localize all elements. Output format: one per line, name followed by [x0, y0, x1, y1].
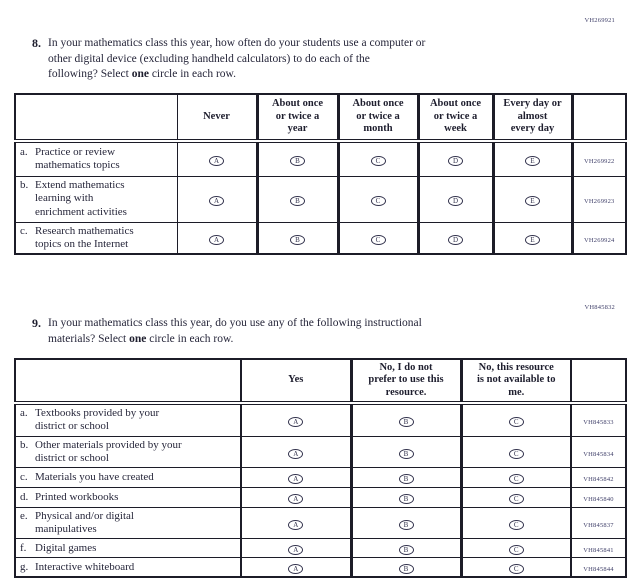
answer-bubble-a[interactable]: A	[288, 520, 303, 530]
q8-row-b	[15, 176, 626, 222]
row-label: Interactive whiteboard	[35, 560, 135, 573]
q8-header-blank	[15, 94, 177, 141]
row-code: VH845833	[583, 419, 614, 427]
answer-cell	[351, 507, 461, 538]
q8-header-row	[15, 94, 626, 141]
answer-bubble-c[interactable]: C	[509, 564, 524, 574]
answer-bubble-c[interactable]: C	[371, 156, 386, 166]
answer-cell	[351, 558, 461, 578]
answer-cell	[177, 176, 257, 222]
question-9-line-2-pre: materials? Select	[48, 332, 130, 345]
answer-cell	[493, 222, 572, 254]
answer-bubble-a[interactable]: A	[288, 474, 303, 484]
answer-cell	[461, 467, 571, 487]
row-code: VH269923	[584, 198, 615, 205]
answer-bubble-a[interactable]: A	[288, 417, 303, 427]
row-label: Textbooks provided by your district or school	[35, 407, 160, 433]
answer-bubble-d[interactable]: D	[448, 156, 463, 166]
answer-bubble-b[interactable]: B	[399, 474, 414, 484]
row-code: VH845842	[583, 476, 614, 484]
code-cell	[571, 507, 626, 538]
question-9-line-2	[48, 332, 422, 348]
answer-bubble-c[interactable]: C	[509, 449, 524, 459]
q9-row-f	[15, 539, 626, 558]
row-letter: e.	[20, 509, 28, 522]
answer-cell	[257, 176, 338, 222]
question-8-text	[48, 36, 425, 83]
q9-header-row	[15, 359, 626, 403]
row-label: Research mathematics topics on the Internet	[35, 224, 134, 250]
answer-cell	[461, 487, 571, 507]
row-code: VH845841	[583, 547, 614, 555]
row-letter: g.	[20, 560, 29, 573]
row-letter: a.	[20, 407, 28, 420]
answer-bubble-b[interactable]: B	[399, 520, 414, 530]
code-cell	[572, 222, 626, 254]
question-9	[32, 316, 562, 347]
answer-bubble-b[interactable]: B	[399, 545, 414, 555]
answer-cell	[461, 507, 571, 538]
answer-bubble-c[interactable]: C	[509, 520, 524, 530]
q8-header-once-week: About once or twice a week	[418, 94, 493, 141]
q9-header-code-blank	[571, 359, 626, 403]
row-label: Practice or review mathematics topics	[35, 146, 120, 172]
answer-cell	[461, 539, 571, 558]
row-label: Printed workbooks	[35, 490, 119, 503]
row-label: Digital games	[35, 541, 97, 554]
row-letter: b.	[20, 438, 29, 451]
answer-cell	[418, 176, 493, 222]
question-8-line-2: other digital device (excluding handheld calculators) to do each of the	[48, 52, 370, 65]
answer-bubble-b[interactable]: B	[290, 235, 305, 245]
q9-table	[14, 358, 627, 578]
answer-cell	[461, 403, 571, 436]
answer-cell	[351, 436, 461, 467]
code-cell	[571, 487, 626, 507]
answer-cell	[241, 539, 351, 558]
q9-header-no-prefer: No, I do not prefer to use this resource.	[351, 359, 461, 403]
answer-bubble-d[interactable]: D	[448, 196, 463, 206]
row-letter: c.	[20, 470, 28, 483]
code-cell	[571, 558, 626, 578]
answer-bubble-e[interactable]: E	[525, 156, 540, 166]
answer-cell	[461, 558, 571, 578]
answer-cell	[241, 467, 351, 487]
q9-row-g	[15, 558, 626, 578]
answer-bubble-a[interactable]: A	[288, 494, 303, 504]
answer-cell	[241, 436, 351, 467]
answer-bubble-b[interactable]: B	[290, 156, 305, 166]
answer-bubble-c[interactable]: C	[509, 494, 524, 504]
answer-bubble-a[interactable]: A	[288, 545, 303, 555]
q8-header-every-day: Every day or almost every day	[493, 94, 572, 141]
q9-page-code: VH845832	[584, 304, 615, 311]
answer-cell	[338, 222, 418, 254]
question-9-bold-word: one	[129, 332, 147, 345]
answer-bubble-b[interactable]: B	[399, 494, 414, 504]
answer-bubble-b[interactable]: B	[399, 564, 414, 574]
answer-cell	[418, 141, 493, 176]
q8-header-never: Never	[177, 94, 257, 141]
answer-bubble-d[interactable]: D	[448, 235, 463, 245]
answer-cell	[351, 539, 461, 558]
row-code: VH845840	[583, 496, 614, 504]
answer-cell	[338, 176, 418, 222]
code-cell	[572, 176, 626, 222]
answer-cell	[493, 176, 572, 222]
code-cell	[571, 403, 626, 436]
answer-bubble-e[interactable]: E	[525, 235, 540, 245]
code-cell	[572, 141, 626, 176]
q9-header-no-available: No, this resource is not available to me.	[461, 359, 571, 403]
q8-header-code-blank	[572, 94, 626, 141]
question-9-number: 9.	[32, 316, 41, 330]
answer-bubble-a[interactable]: A	[209, 196, 224, 206]
q9-row-e	[15, 507, 626, 538]
answer-bubble-c[interactable]: C	[509, 417, 524, 427]
row-code: VH269924	[584, 236, 615, 244]
row-letter: b.	[20, 179, 29, 192]
answer-cell	[241, 507, 351, 538]
question-8-number: 8.	[32, 36, 41, 50]
answer-cell	[241, 487, 351, 507]
q8-header-once-year: About once or twice a year	[257, 94, 338, 141]
q8-page-code: VH269921	[584, 17, 615, 24]
code-cell	[571, 467, 626, 487]
answer-bubble-c[interactable]: C	[371, 235, 386, 245]
q8-row-a	[15, 141, 626, 176]
q8-header-once-month: About once or twice a month	[338, 94, 418, 141]
answer-cell	[351, 487, 461, 507]
q9-row-c	[15, 467, 626, 487]
answer-cell	[461, 436, 571, 467]
answer-cell	[351, 467, 461, 487]
answer-cell	[241, 558, 351, 578]
row-letter: a.	[20, 146, 28, 159]
question-9-text	[48, 316, 422, 347]
answer-bubble-c[interactable]: C	[509, 474, 524, 484]
answer-cell	[351, 403, 461, 436]
answer-cell	[257, 222, 338, 254]
row-label: Other materials provided by your district or school	[35, 438, 182, 464]
question-9-line-1: In your mathematics class this year, do you use any of the following instructional	[48, 317, 422, 329]
answer-bubble-a[interactable]: A	[288, 449, 303, 459]
answer-cell	[338, 141, 418, 176]
question-8-line-1: In your mathematics class this year, how often do your students use a computer or	[48, 37, 426, 49]
row-label: Materials you have created	[35, 470, 154, 483]
q8-table	[14, 93, 627, 255]
question-8	[32, 36, 562, 83]
answer-bubble-b[interactable]: B	[399, 449, 414, 459]
row-code: VH845837	[583, 522, 614, 530]
code-cell	[571, 539, 626, 558]
row-code: VH269922	[584, 158, 615, 166]
code-cell	[571, 436, 626, 467]
answer-bubble-a[interactable]: A	[209, 235, 224, 245]
answer-bubble-b[interactable]: B	[290, 196, 305, 206]
row-label: Physical and/or digital manipulatives	[35, 509, 134, 536]
answer-cell	[177, 222, 257, 254]
row-label: Extend mathematics learning with enrichment activities	[35, 179, 127, 218]
q9-row-b	[15, 436, 626, 467]
question-9-line-2-post: circle in each row.	[146, 332, 234, 345]
answer-bubble-a[interactable]: A	[209, 156, 224, 166]
row-code: VH845844	[583, 566, 614, 574]
answer-cell	[418, 222, 493, 254]
row-letter: d.	[20, 490, 29, 503]
question-8-line-3	[48, 67, 425, 83]
q9-header-blank	[15, 359, 241, 403]
row-letter: c.	[20, 224, 28, 237]
answer-cell	[257, 141, 338, 176]
answer-bubble-e[interactable]: E	[525, 196, 540, 206]
row-letter: f.	[20, 541, 27, 554]
question-8-bold-word: one	[131, 68, 149, 80]
question-8-line-3-pre: following? Select	[48, 68, 132, 80]
row-code: VH845834	[583, 450, 614, 458]
q9-row-d	[15, 487, 626, 507]
answer-cell	[493, 141, 572, 176]
q9-header-yes: Yes	[241, 359, 351, 403]
q9-row-a	[15, 403, 626, 436]
answer-bubble-a[interactable]: A	[288, 564, 303, 574]
answer-bubble-c[interactable]: C	[371, 196, 386, 206]
q8-row-c	[15, 222, 626, 254]
question-8-line-3-post: circle in each row.	[148, 68, 236, 80]
answer-bubble-b[interactable]: B	[399, 417, 414, 427]
answer-cell	[177, 141, 257, 176]
answer-cell	[241, 403, 351, 436]
answer-bubble-c[interactable]: C	[509, 545, 524, 555]
